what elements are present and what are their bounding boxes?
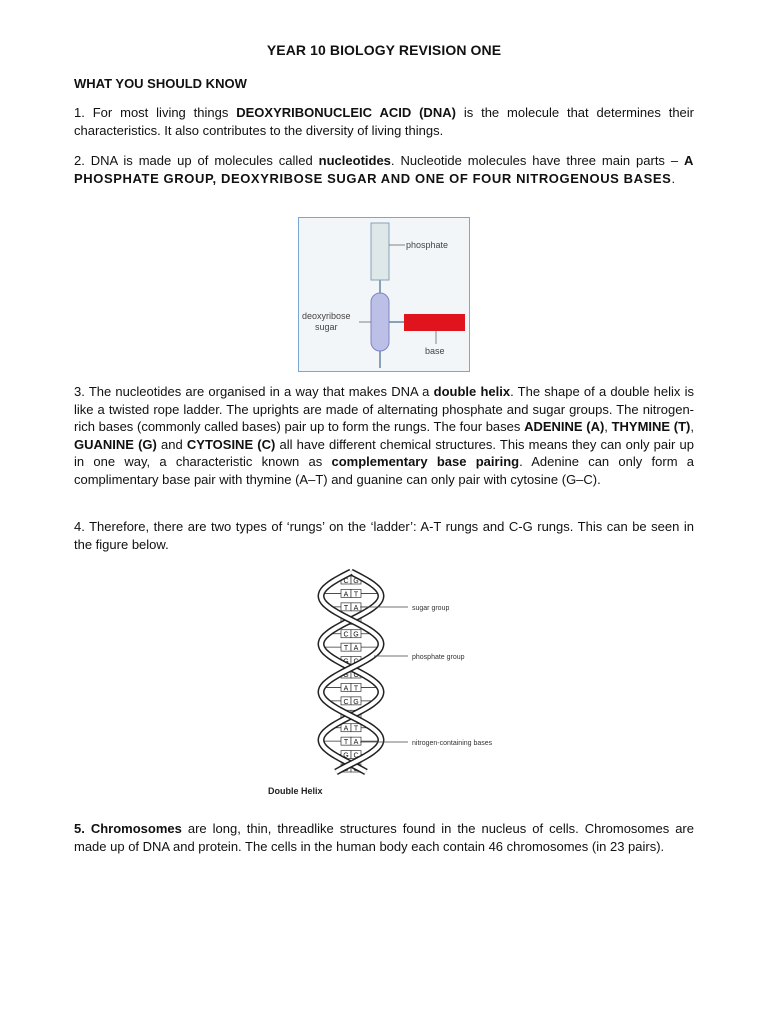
paragraph-2 [74,152,694,187]
base-letter: T [343,739,349,747]
base-letter: A [343,591,349,599]
label-phosphate: phosphate [406,240,449,250]
base-letter: T [343,645,349,653]
base-letter: G [353,631,359,639]
label-base: base [425,346,445,356]
label-nitrogen-bases: nitrogen-containing bases [412,740,493,747]
label-phosphate-group: phosphate group [412,654,465,661]
base-letter: G [353,698,359,706]
base-letter: C [343,766,349,773]
p3-adenine-term: ADENINE (A) [524,419,605,434]
paragraph-1 [74,104,694,139]
phosphate-shape [371,223,389,280]
base-shape [404,314,465,331]
label-sugar-line1: deoxyribose [302,311,351,321]
base-letter: A [353,712,359,720]
base-letter: T [353,685,359,693]
base-letter: A [353,604,359,612]
p3-thymine-term: THYMINE (T) [611,419,691,434]
base-letter: C [343,698,349,706]
base-letter: C [343,578,349,585]
section-heading: WHAT YOU SHOULD KNOW [74,76,247,91]
base-letter: G [353,578,359,585]
base-letter: A [353,645,359,653]
double-helix-svg [256,566,508,804]
base-letter: T [353,725,359,733]
base-letter: G [353,618,359,626]
base-letter: C [343,631,349,639]
base-letter: C [353,658,359,666]
p3-guanine-term: GUANINE (G) [74,436,157,452]
p2-text: . [671,170,676,186]
p3-cytosine-term: CYTOSINE (C) [186,436,276,452]
p5-text: are long, thin, threadlike structures found in the nucleus of cells. Chromosomes are made up of DNA and protein. The cells in the human body each contain 46 chromosomes (in 23 pairs). [74,821,694,854]
p2-text: 2. DNA is made up of molecules called [74,153,319,168]
base-letter: T [343,604,349,612]
base-letter: A [343,725,349,733]
base-letter: G [353,766,359,773]
base-letter: A [343,685,349,693]
p3-text: , [690,419,694,434]
base-letter: C [353,672,359,679]
p3-text: and [156,436,187,452]
p3-text: , [604,419,612,434]
base-letter: C [343,618,349,626]
p3-text: . The shape of a double helix is like a twisted rope ladder. The uprights are made of alternating phosphate and sugar groups. The nitrogen-rich bases (commonly called bases) pair up to form the rungs. The four bases [74,384,695,434]
p3-double-helix-term: double helix [433,384,511,399]
p1-text: 1. For most living things [74,105,237,120]
p2-parts-term: A PHOSPHATE GROUP, DEOXYRIBOSE SUGAR AND ONE OF FOUR NITROGENOUS BASES [74,153,695,186]
p2-text: . Nucleotide molecules have three main parts – [390,153,685,168]
figure-caption: Double Helix [268,786,323,796]
double-helix-figure [256,566,508,804]
paragraph-4: 4. Therefore, there are two types of ‘rungs’ on the ‘ladder’: A-T rungs and C-G rungs. This can be seen in the figure below. [74,519,694,552]
p2-nucleotides-term: nucleotides [318,153,391,168]
sugar-shape [371,293,389,351]
p3-complementary-term: complementary base pairing [331,454,520,469]
nucleotide-diagram [298,217,470,372]
page-title: YEAR 10 BIOLOGY REVISION ONE [266,42,502,58]
base-letter: C [353,752,359,760]
p3-text: all have different chemical structures. This means they can only pair up in one way, a characteristic known as [74,436,694,469]
p3-text: . Adenine can only form a complimentary base pair with thymine (A–T) and guanine can only pair with cytosine (G–C). [74,454,695,487]
label-sugar-line2: sugar [315,322,338,332]
base-letter: G [343,672,349,679]
base-letter: G [343,752,349,760]
base-letter: G [343,658,349,666]
p3-text: 3. The nucleotides are organised in a way that makes DNA a [74,384,434,399]
label-sugar-group: sugar group [412,605,450,612]
paragraph-5 [74,820,694,855]
base-letter: T [343,712,349,720]
p1-dna-term: DEOXYRIBONUCLEIC ACID (DNA) [236,105,456,120]
base-letter: A [353,739,359,747]
p1-text: is the molecule that determines their characteristics. It also contributes to the diversity of living things. [74,105,695,138]
paragraph-3 [74,383,694,488]
base-letter: T [353,591,359,599]
nucleotide-svg [299,218,469,371]
p5-chromosomes-term: 5. Chromosomes [74,821,182,836]
